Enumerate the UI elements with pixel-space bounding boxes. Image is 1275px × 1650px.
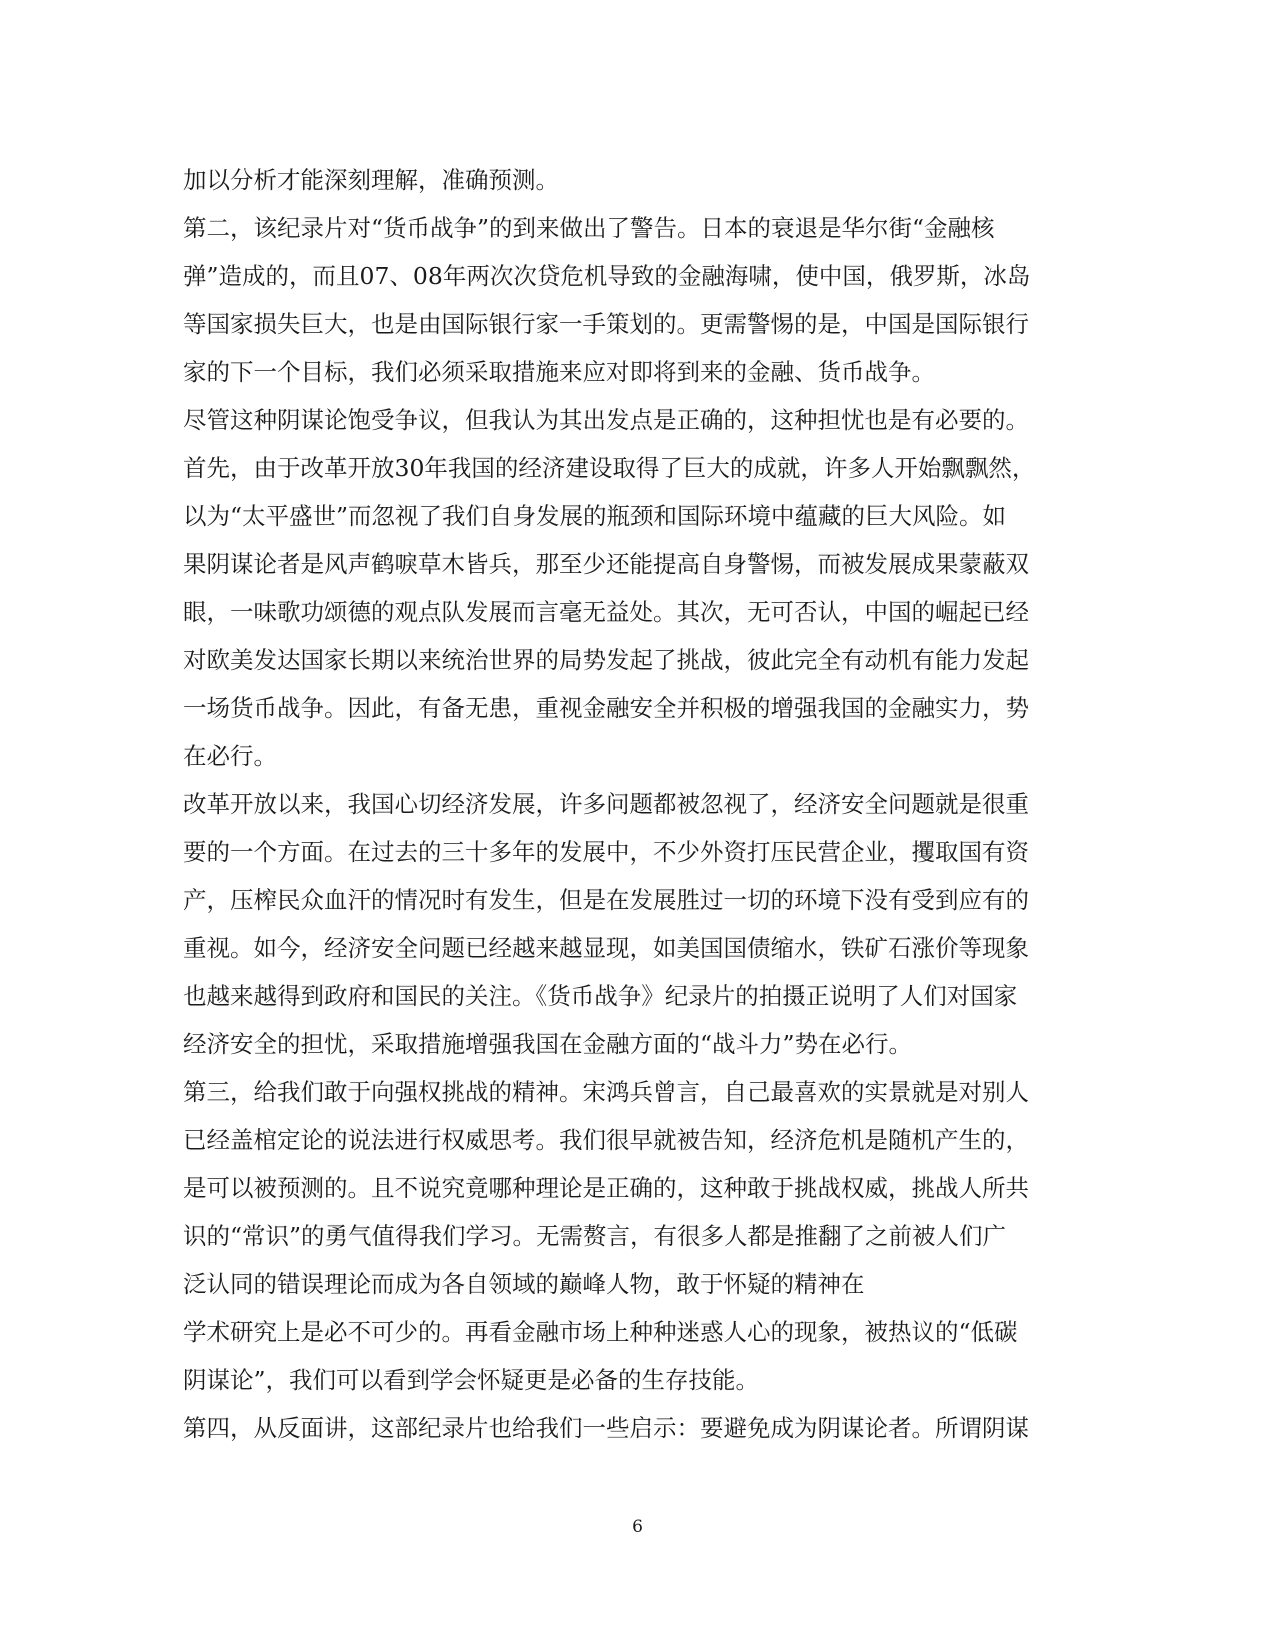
- text-line: 一场货币战争。因此，有备无患，重视金融安全并积极的增强我国的金融实力，势: [183, 694, 1029, 722]
- text-line: 识的“常识”的勇气值得我们学习。无需赘言，有很多人都是推翻了之前被人们广: [183, 1222, 1007, 1250]
- text-line: 以为“太平盛世”而忽视了我们自身发展的瓶颈和国际环境中蕴藏的巨大风险。如: [183, 502, 1007, 530]
- text-line: 已经盖棺定论的说法进行权威思考。我们很早就被告知，经济危机是随机产生的，: [183, 1126, 1029, 1154]
- text-line: 改革开放以来，我国心切经济发展，许多问题都被忽视了，经济安全问题就是很重: [183, 790, 1029, 818]
- text-line: 第三，给我们敢于向强权挑战的精神。宋鸿兵曾言，自己最喜欢的实景就是对别人: [183, 1078, 1029, 1106]
- text-line: 在必行。: [183, 742, 277, 770]
- body-text: [183, 156, 1073, 1452]
- text-line: 等国家损失巨大，也是由国际银行家一手策划的。更需警惕的是，中国是国际银行: [183, 310, 1029, 338]
- text-line: 首先，由于改革开放30年我国的经济建设取得了巨大的成就，许多人开始飘飘然，: [183, 454, 1036, 482]
- text-line: 重视。如今，经济安全问题已经越来越显现，如美国国债缩水，铁矿石涨价等现象: [183, 934, 1029, 962]
- text-line: 产，压榨民众血汗的情况时有发生，但是在发展胜过一切的环境下没有受到应有的: [183, 886, 1029, 914]
- text-line: 尽管这种阴谋论饱受争议，但我认为其出发点是正确的，这种担忧也是有必要的。: [183, 406, 1029, 434]
- text-line: 泛认同的错误理论而成为各自领域的巅峰人物，敢于怀疑的精神在: [183, 1270, 865, 1298]
- text-line: 第四，从反面讲，这部纪录片也给我们一些启示：要避免成为阴谋论者。所谓阴谋: [183, 1414, 1029, 1442]
- text-line: 第二，该纪录片对“货币战争”的到来做出了警告。日本的衰退是华尔街“金融核: [183, 214, 995, 242]
- text-line: 阴谋论”，我们可以看到学会怀疑更是必备的生存技能。: [183, 1366, 760, 1394]
- text-line: 加以分析才能深刻理解，准确预测。: [183, 166, 559, 194]
- text-line: 家的下一个目标，我们必须采取措施来应对即将到来的金融、货币战争。: [183, 358, 935, 386]
- text-line: 弹”造成的，而且07、08年两次次贷危机导致的金融海啸，使中国，俄罗斯，冰岛: [183, 262, 1031, 290]
- text-line: 学术研究上是必不可少的。再看金融市场上种种迷惑人心的现象，被热议的“低碳: [183, 1318, 1018, 1346]
- text-line: 果阴谋论者是风声鹤唳草木皆兵，那至少还能提高自身警惕，而被发展成果蒙蔽双: [183, 550, 1029, 578]
- page-number: 6: [632, 1517, 643, 1537]
- text-line: 是可以被预测的。且不说究竟哪种理论是正确的，这种敢于挑战权威，挑战人所共: [183, 1174, 1029, 1202]
- text-line: 对欧美发达国家长期以来统治世界的局势发起了挑战，彼此完全有动机有能力发起: [183, 646, 1029, 674]
- text-line: 要的一个方面。在过去的三十多年的发展中，不少外资打压民营企业，攫取国有资: [183, 838, 1029, 866]
- text-line: 经济安全的担忧，采取措施增强我国在金融方面的“战斗力”势在必行。: [183, 1030, 913, 1058]
- text-line: 眼，一味歌功颂德的观点队发展而言毫无益处。其次，无可否认，中国的崛起已经: [183, 598, 1029, 626]
- text-line: 也越来越得到政府和国民的关注。《货币战争》纪录片的拍摄正说明了人们对国家: [183, 982, 1018, 1010]
